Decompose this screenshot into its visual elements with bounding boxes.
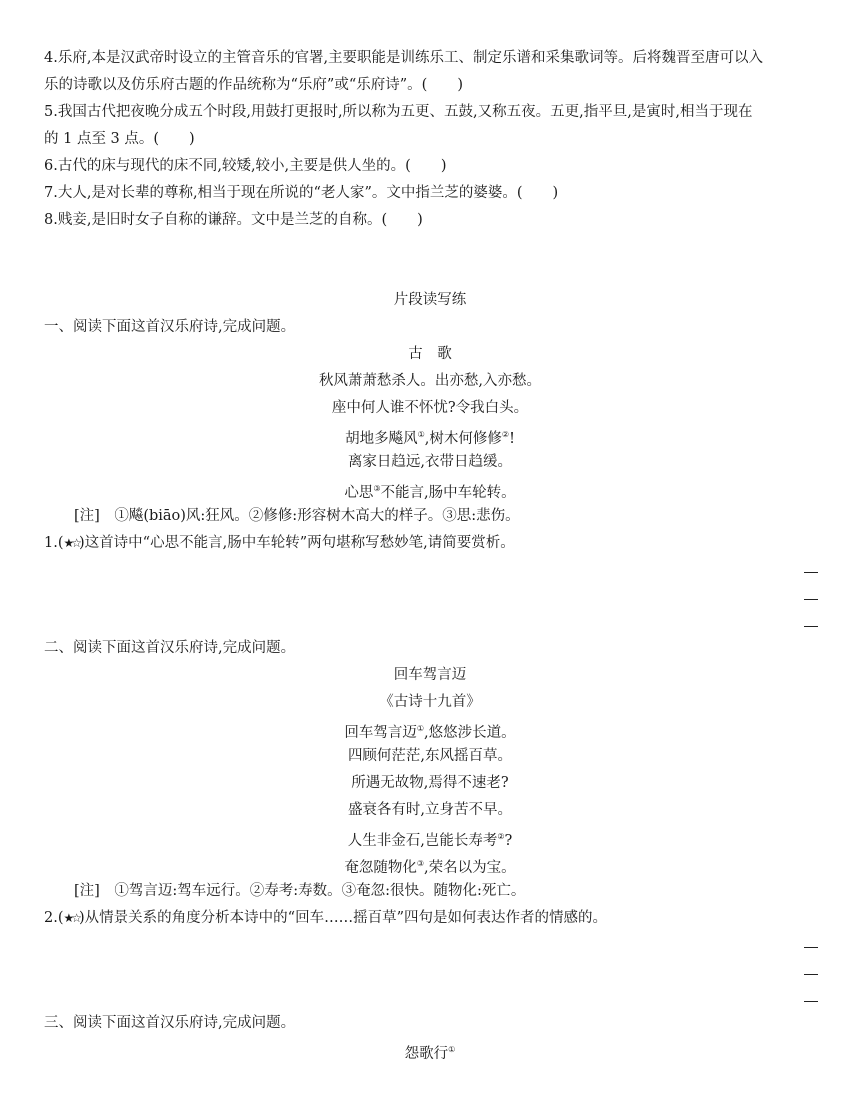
question-2: 2.(★☆)从情景关系的角度分析本诗中的“回车……摇百草”四句是如何表达作者的情感的。: [44, 910, 607, 926]
answer-line[interactable]: [804, 572, 818, 573]
judgment-5-line2: 的 1 点至 3 点。( ): [44, 131, 195, 147]
judgment-8: 8.贱妾,是旧时女子自称的谦辞。文中是兰芝的自称。( ): [44, 212, 423, 228]
poem-line: 所遇无故物,焉得不速老?: [351, 775, 509, 791]
poem-line: 奄忽随物化③,荣名以为宝。: [344, 859, 516, 876]
poem-line: 心思③不能言,肠中车轮转。: [344, 484, 516, 501]
poem-line: 胡地多飚风①,树木何修修②!: [345, 430, 515, 447]
answer-line[interactable]: [804, 1001, 818, 1002]
section-title: 片段读写练: [393, 292, 467, 308]
part2-note: [注] ①驾言迈:驾车远行。②寿考:寿数。③奄忽:很快。随物化:死亡。: [74, 883, 526, 899]
footnote-marker: ①: [448, 1045, 456, 1054]
question-1: 1.(★☆)这首诗中“心思不能言,肠中车轮转”两句堪称写愁妙笔,请简要赏析。: [44, 535, 515, 551]
part3-poem-title: 怨歌行①: [404, 1045, 456, 1062]
part1-intro: 一、阅读下面这首汉乐府诗,完成问题。: [44, 319, 296, 335]
difficulty-star-icon: ★☆: [63, 536, 80, 550]
judgment-6: 6.古代的床与现代的床不同,较矮,较小,主要是供人坐的。( ): [44, 158, 447, 174]
answer-line[interactable]: [804, 947, 818, 948]
poem-line: 座中何人谁不怀忧?令我白头。: [331, 400, 529, 416]
footnote-marker: ③: [416, 859, 425, 868]
part1-note: [注] ①飚(biāo)风:狂风。②修修:形容树木高大的样子。③思:悲伤。: [74, 508, 520, 524]
footnote-marker: ②: [501, 430, 510, 439]
footnote-marker: ①: [417, 430, 425, 439]
judgment-4-line1: 4.乐府,本是汉武帝时设立的主管音乐的官署,主要职能是训练乐工、制定乐谱和采集歌词等。后将魏晋至唐可以入: [44, 50, 764, 66]
part1-poem-title: 古 歌: [408, 346, 452, 362]
poem-line: 离家日趋远,衣带日趋缓。: [347, 454, 513, 470]
poem-line: 秋风萧萧愁杀人。出亦愁,入亦愁。: [318, 373, 542, 389]
poem-line: 盛衰各有时,立身苦不早。: [347, 802, 513, 818]
footnote-marker: ①: [416, 724, 425, 733]
footnote-marker: ③: [373, 484, 381, 493]
part2-intro: 二、阅读下面这首汉乐府诗,完成问题。: [44, 640, 296, 656]
poem-line: 四顾何茫茫,东风摇百草。: [347, 748, 513, 764]
part2-poem-source: 《古诗十九首》: [379, 694, 481, 710]
difficulty-star-icon: ★☆: [63, 911, 80, 925]
answer-line[interactable]: [804, 599, 818, 600]
poem-line: 回车驾言迈①,悠悠涉长道。: [344, 724, 516, 741]
answer-line[interactable]: [804, 974, 818, 975]
judgment-5-line1: 5.我国古代把夜晚分成五个时段,用鼓打更报时,所以称为五更、五鼓,又称五夜。五更,指平旦,是寅时,相当于现在: [44, 104, 753, 120]
part3-intro: 三、阅读下面这首汉乐府诗,完成问题。: [44, 1015, 296, 1031]
judgment-4-line2: 乐的诗歌以及仿乐府古题的作品统称为“乐府”或“乐府诗”。( ): [44, 77, 463, 93]
footnote-marker: ②: [497, 832, 505, 841]
poem-line: 人生非金石,岂能长寿考②?: [347, 832, 513, 849]
judgment-7: 7.大人,是对长辈的尊称,相当于现在所说的“老人家”。文中指兰芝的婆婆。( ): [44, 185, 559, 201]
answer-line[interactable]: [804, 626, 818, 627]
part2-poem-title: 回车驾言迈: [393, 667, 467, 683]
